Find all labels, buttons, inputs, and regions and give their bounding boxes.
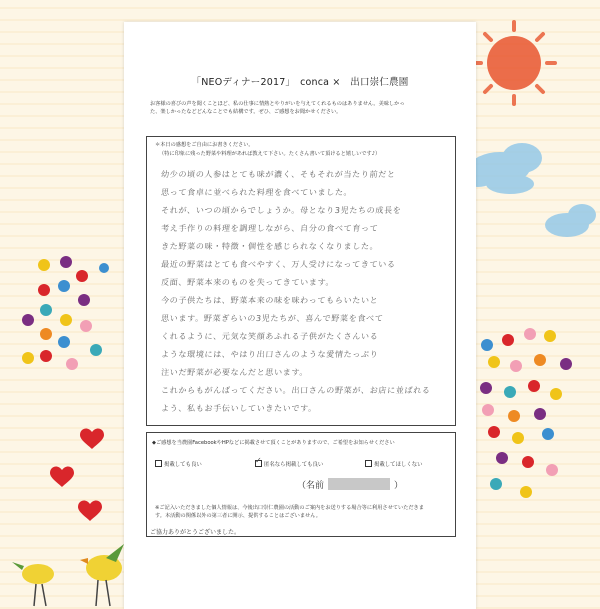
handwritten-line: 最近の野菜はとても食べやすく、万人受けになってきている [160,259,396,269]
handwritten-line: 幼少の頃の人参はとても味が濃く、そもそれが当たり前だと [160,169,396,179]
handwritten-line: 思って食卓に並べられた料理を食べていました。 [160,187,353,197]
checkbox-checked[interactable] [255,456,262,467]
handwritten-line: それが、いつの頃からでしょうか。母となり3児たちの成長を [160,205,402,215]
comment-box[interactable] [146,136,456,426]
thanks-text: ご協力ありがとうございました。 [150,529,241,536]
cloud-small-icon [545,204,596,237]
privacy-line: す。本活動の関係以外の第三者に開示、提供することはございません。 [155,512,321,519]
handwritten-line: 反面、野菜本来のものを失ってきています。 [160,277,335,287]
comment-prompt-note: （特に印象に残った野菜や料理があれば教えて下さい。たくさん書いて頂けると嬉しいです♪） [159,151,381,157]
privacy-note [155,505,449,520]
handwritten-line: 考え手作りの料理を調理しながら、自分の食べて育って [160,223,379,233]
handwritten-line: これからもがんばってください。出口さんの野菜が、お店に並ばれる [160,385,431,395]
handwritten-line: くれるように、元気な笑顔あふれる子供がたくさんいる [160,331,379,341]
handwritten-line: 注いだ野菜が必要なんだと思います。 [160,367,309,377]
handwritten-line: 思います。野菜ぎらいの3児たちが、喜んで野菜を食べて [160,313,384,323]
intro-line: お客様の喜びの声を聞くことほど、私の仕事に情熱とやりがいを与えてくれるものはありません。美味しかっ [150,101,405,107]
option-label: 掲載しても良い [164,462,202,468]
name-label: （名前 [297,481,325,491]
sun-icon [473,22,555,104]
handwritten-line: 今の子供たちは、野菜本来の味を味わってもらいたいと [160,295,379,305]
name-field[interactable] [297,478,403,491]
publish-consent-box [146,432,456,537]
confetti-left [22,256,109,370]
bird-icons [12,544,124,606]
publish-question: ◆ご感想を当農園FacebookやHPなどに掲載させて頂くことがありますので、ご希望をお知らせください [152,440,395,446]
checkbox[interactable] [365,460,372,467]
checkbox[interactable] [155,460,162,467]
intro-text [150,100,455,116]
option-publish-ok[interactable] [155,460,202,468]
confetti-right [480,328,572,498]
option-label: 掲載してほしくない [374,462,423,468]
form-title: 「NEOディナー2017」 conca × 出口崇仁農園 [191,77,409,88]
intro-line: た、楽しかったなどどんなことでも結構です。ぜひ、ご感想をお聞かせください。 [150,109,342,116]
handwritten-line: よう、私もお手伝いしていきたいです。 [160,403,318,413]
name-close: ） [394,481,404,491]
option-label: 匿名なら掲載しても良い [264,462,324,468]
handwritten-line: きた野菜の味・特徴・個性を感じられなくなりました。 [160,241,379,251]
privacy-line: ※ご記入いただきました個人情報は、今後出口崇仁農園の活動のご案内をお送りする場合等に利用させていただきま [155,505,424,511]
comment-prompt: ＊本日の感想をご自由にお書きください。 [155,142,254,148]
name-redaction [328,478,390,490]
check-mark-icon: ✓ [255,456,262,465]
option-publish-anonymous[interactable] [255,456,324,468]
handwritten-line: ような環境には、やはり出口さんのような愛情たっぷり [160,349,379,359]
heart-icons [50,428,104,521]
feedback-sheet [124,22,476,609]
option-publish-no[interactable] [365,460,423,468]
